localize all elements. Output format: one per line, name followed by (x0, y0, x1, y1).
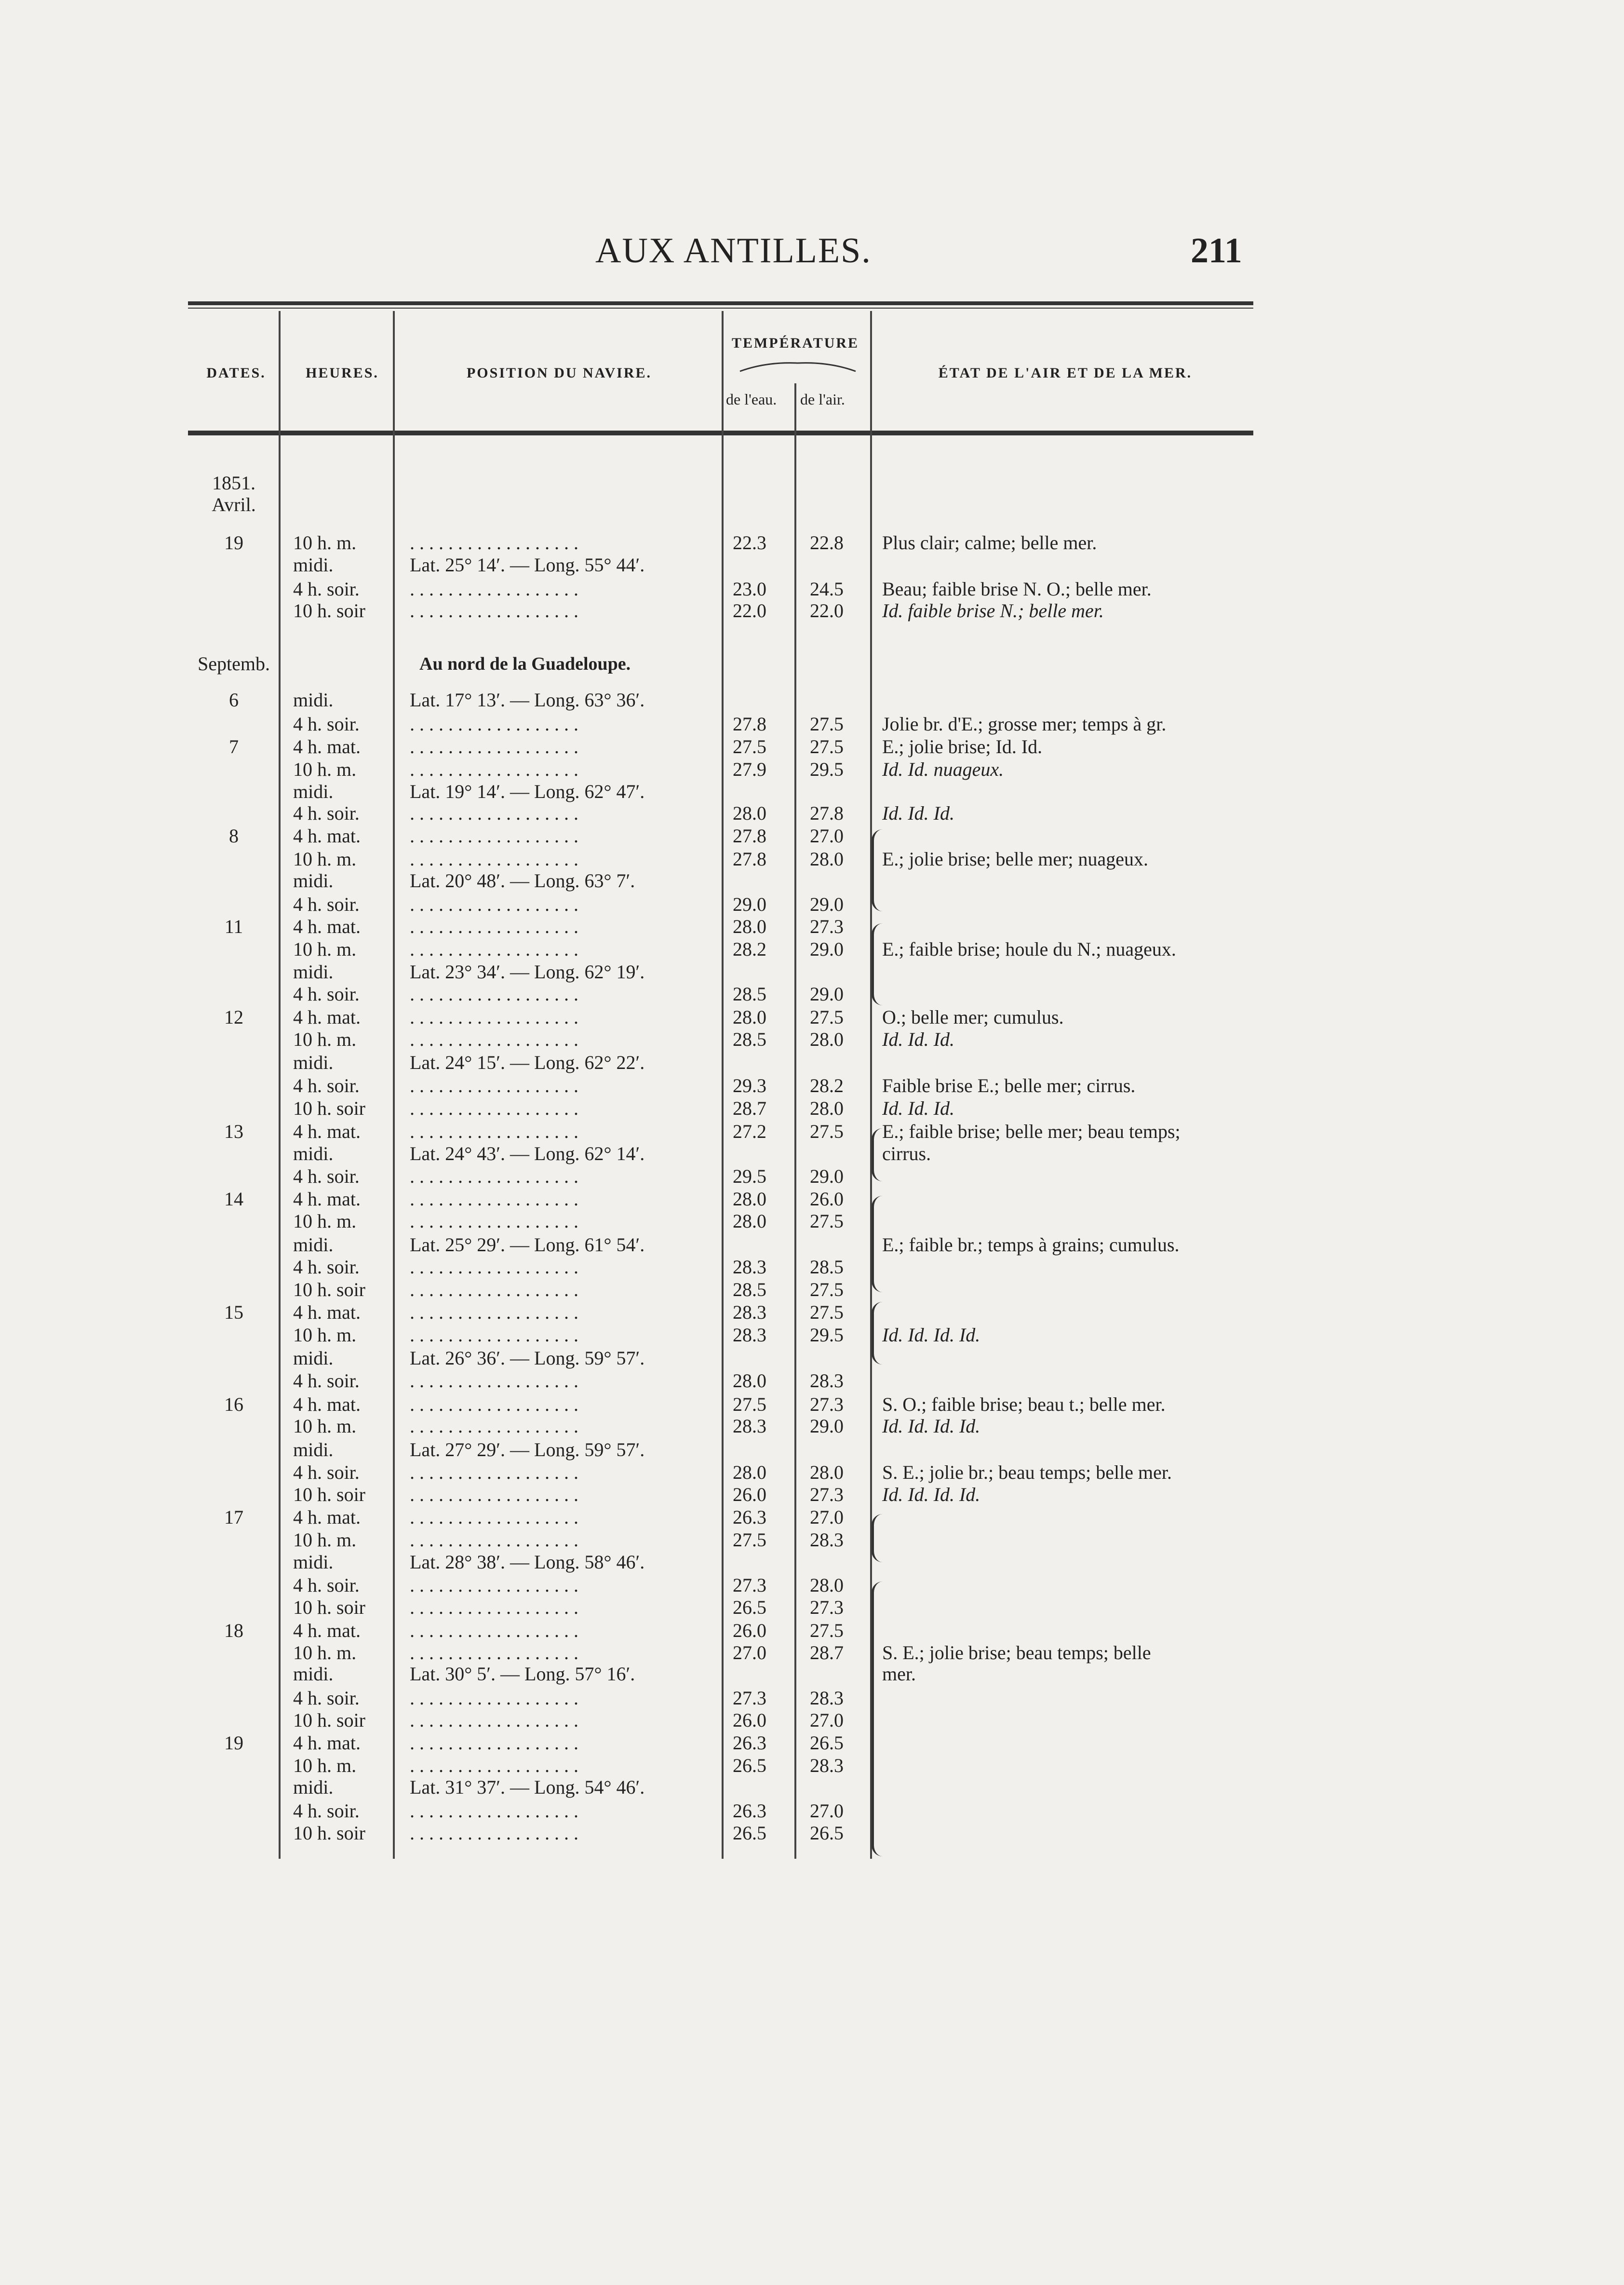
row-10-position: . . . . . . . . . . . . . . . . . . (410, 736, 578, 757)
row-45-heure: 10 h. m. (293, 1529, 357, 1551)
row-45-air: 28.3 (810, 1529, 844, 1551)
row-7-date: Septemb. (198, 653, 270, 675)
row-50-etat: S. E.; jolie brise; beau temps; belle (882, 1642, 1151, 1663)
row-15-air: 28.0 (810, 848, 844, 870)
top-rule (188, 301, 1253, 305)
row-8-heure: midi. (293, 689, 334, 711)
remark-bracket (872, 1582, 883, 1856)
row-17-air: 29.0 (810, 893, 844, 915)
row-25-heure: 4 h. soir. (293, 1075, 360, 1096)
row-39-position: . . . . . . . . . . . . . . . . . . (410, 1393, 578, 1415)
row-13-heure: 4 h. soir. (293, 802, 360, 824)
row-47-eau: 27.3 (733, 1574, 766, 1596)
row-8-date: 6 (229, 689, 239, 711)
row-38-eau: 28.0 (733, 1370, 766, 1392)
row-39-eau: 27.5 (733, 1393, 766, 1415)
row-5-etat: Beau; faible brise N. O.; belle mer. (882, 578, 1152, 600)
row-4-heure: midi. (293, 554, 334, 576)
row-49-position: . . . . . . . . . . . . . . . . . . (410, 1620, 578, 1641)
row-13-eau: 28.0 (733, 802, 766, 824)
row-53-heure: 10 h. soir (293, 1709, 365, 1731)
row-43-etat: Id. Id. Id. Id. (882, 1484, 980, 1505)
header-rule (188, 431, 1253, 435)
remark-bracket (872, 1302, 883, 1365)
row-27-etat: E.; faible brise; belle mer; beau temps; (882, 1121, 1181, 1142)
row-35-eau: 28.3 (733, 1301, 766, 1323)
row-19-eau: 28.2 (733, 938, 766, 960)
row-57-heure: 4 h. soir. (293, 1800, 360, 1822)
row-6-etat: Id. faible brise N.; belle mer. (882, 600, 1104, 622)
row-44-eau: 26.3 (733, 1506, 766, 1528)
row-23-heure: 10 h. m. (293, 1028, 357, 1050)
row-32-heure: midi. (293, 1234, 334, 1256)
row-6-eau: 22.0 (733, 600, 766, 622)
row-4-position: Lat. 25° 14′. — Long. 55° 44′. (410, 554, 645, 576)
row-14-date: 8 (229, 825, 239, 847)
row-51-position: Lat. 30° 5′. — Long. 57° 16′. (410, 1663, 635, 1685)
row-40-air: 29.0 (810, 1415, 844, 1437)
row-50-heure: 10 h. m. (293, 1642, 357, 1663)
row-39-air: 27.3 (810, 1393, 844, 1415)
row-57-air: 27.0 (810, 1800, 844, 1822)
row-23-position: . . . . . . . . . . . . . . . . . . (410, 1028, 578, 1050)
row-18-heure: 4 h. mat. (293, 916, 361, 937)
top-rule-thin (188, 308, 1253, 309)
row-18-air: 27.3 (810, 916, 844, 937)
row-35-position: . . . . . . . . . . . . . . . . . . (410, 1301, 578, 1323)
col-header-air: de l'air. (800, 391, 845, 408)
row-21-air: 29.0 (810, 983, 844, 1005)
row-36-heure: 10 h. m. (293, 1324, 357, 1346)
row-52-air: 28.3 (810, 1687, 844, 1709)
row-12-heure: midi. (293, 781, 334, 802)
row-1-date: 1851. (212, 472, 255, 494)
row-26-etat: Id. Id. Id. (882, 1097, 954, 1119)
row-6-heure: 10 h. soir (293, 600, 365, 622)
row-50-air: 28.7 (810, 1642, 844, 1663)
row-5-eau: 23.0 (733, 578, 766, 600)
row-53-air: 27.0 (810, 1709, 844, 1731)
row-22-etat: O.; belle mer; cumulus. (882, 1006, 1064, 1028)
row-20-position: Lat. 23° 34′. — Long. 62° 19′. (410, 961, 645, 983)
row-15-position: . . . . . . . . . . . . . . . . . . (410, 848, 578, 870)
row-43-eau: 26.0 (733, 1484, 766, 1505)
col-header-heures: HEURES. (306, 365, 379, 381)
row-54-heure: 4 h. mat. (293, 1732, 361, 1754)
row-36-air: 29.5 (810, 1324, 844, 1346)
row-18-date: 11 (224, 916, 243, 937)
row-22-heure: 4 h. mat. (293, 1006, 361, 1028)
row-56-position: Lat. 31° 37′. — Long. 54° 46′. (410, 1776, 645, 1798)
row-10-date: 7 (229, 736, 239, 757)
row-29-eau: 29.5 (733, 1165, 766, 1187)
remark-bracket (872, 1128, 883, 1181)
col-header-eau: de l'eau. (726, 391, 777, 408)
row-35-air: 27.5 (810, 1301, 844, 1323)
row-45-eau: 27.5 (733, 1529, 766, 1551)
row-3-heure: 10 h. m. (293, 532, 357, 554)
row-22-eau: 28.0 (733, 1006, 766, 1028)
row-54-date: 19 (224, 1732, 243, 1754)
row-41-position: Lat. 27° 29′. — Long. 59° 57′. (410, 1439, 645, 1460)
row-58-eau: 26.5 (733, 1822, 766, 1844)
row-47-air: 28.0 (810, 1574, 844, 1596)
row-9-eau: 27.8 (733, 713, 766, 735)
row-3-etat: Plus clair; calme; belle mer. (882, 532, 1097, 554)
row-51-heure: midi. (293, 1663, 334, 1685)
row-44-heure: 4 h. mat. (293, 1506, 361, 1528)
row-5-air: 24.5 (810, 578, 844, 600)
row-55-heure: 10 h. m. (293, 1755, 357, 1776)
row-3-eau: 22.3 (733, 532, 766, 554)
row-30-position: . . . . . . . . . . . . . . . . . . (410, 1188, 578, 1210)
row-42-heure: 4 h. soir. (293, 1461, 360, 1483)
row-49-air: 27.5 (810, 1620, 844, 1641)
row-42-eau: 28.0 (733, 1461, 766, 1483)
row-55-position: . . . . . . . . . . . . . . . . . . (410, 1755, 578, 1776)
row-36-position: . . . . . . . . . . . . . . . . . . (410, 1324, 578, 1346)
col-header-temperature: TEMPÉRATURE (731, 335, 859, 351)
row-38-position: . . . . . . . . . . . . . . . . . . (410, 1370, 578, 1392)
row-15-etat: E.; jolie brise; belle mer; nuageux. (882, 848, 1149, 870)
row-27-air: 27.5 (810, 1121, 844, 1142)
col-header-position: POSITION DU NAVIRE. (466, 365, 652, 381)
remark-bracket (872, 1514, 883, 1562)
row-48-air: 27.3 (810, 1596, 844, 1618)
row-25-position: . . . . . . . . . . . . . . . . . . (410, 1075, 578, 1096)
col-header-etat: ÉTAT DE L'AIR ET DE LA MER. (938, 365, 1193, 381)
row-31-air: 27.5 (810, 1210, 844, 1232)
row-58-air: 26.5 (810, 1822, 844, 1844)
row-40-eau: 28.3 (733, 1415, 766, 1437)
row-26-position: . . . . . . . . . . . . . . . . . . (410, 1097, 578, 1119)
remark-bracket (872, 829, 883, 911)
row-15-heure: 10 h. m. (293, 848, 357, 870)
row-33-air: 28.5 (810, 1256, 844, 1278)
row-58-position: . . . . . . . . . . . . . . . . . . (410, 1822, 578, 1844)
row-8-position: Lat. 17° 13′. — Long. 63° 36′. (410, 689, 645, 711)
row-41-heure: midi. (293, 1439, 334, 1460)
row-31-position: . . . . . . . . . . . . . . . . . . (410, 1210, 578, 1232)
row-47-position: . . . . . . . . . . . . . . . . . . (410, 1574, 578, 1596)
row-9-etat: Jolie br. d'E.; grosse mer; temps à gr. (882, 713, 1167, 735)
row-34-eau: 28.5 (733, 1279, 766, 1300)
row-19-air: 29.0 (810, 938, 844, 960)
row-18-eau: 28.0 (733, 916, 766, 937)
row-43-position: . . . . . . . . . . . . . . . . . . (410, 1484, 578, 1505)
temperature-brace (738, 359, 858, 374)
row-48-position: . . . . . . . . . . . . . . . . . . (410, 1596, 578, 1618)
row-39-heure: 4 h. mat. (293, 1393, 361, 1415)
row-45-position: . . . . . . . . . . . . . . . . . . (410, 1529, 578, 1551)
row-6-air: 22.0 (810, 600, 844, 622)
row-29-air: 29.0 (810, 1165, 844, 1187)
row-23-air: 28.0 (810, 1028, 844, 1050)
row-13-position: . . . . . . . . . . . . . . . . . . (410, 802, 578, 824)
row-17-heure: 4 h. soir. (293, 893, 360, 915)
row-2-date: Avril. (212, 494, 256, 515)
row-44-air: 27.0 (810, 1506, 844, 1528)
row-17-eau: 29.0 (733, 893, 766, 915)
row-5-heure: 4 h. soir. (293, 578, 360, 600)
row-30-air: 26.0 (810, 1188, 844, 1210)
row-22-air: 27.5 (810, 1006, 844, 1028)
row-46-position: Lat. 28° 38′. — Long. 58° 46′. (410, 1551, 645, 1573)
row-7-position: Au nord de la Guadeloupe. (419, 654, 631, 674)
row-33-eau: 28.3 (733, 1256, 766, 1278)
row-52-heure: 4 h. soir. (293, 1687, 360, 1709)
row-31-eau: 28.0 (733, 1210, 766, 1232)
row-55-eau: 26.5 (733, 1755, 766, 1776)
row-27-date: 13 (224, 1121, 243, 1142)
row-37-heure: midi. (293, 1347, 334, 1369)
remark-bracket (872, 923, 883, 1005)
row-32-etat: E.; faible br.; temps à grains; cumulus. (882, 1234, 1180, 1256)
row-56-heure: midi. (293, 1776, 334, 1798)
running-header: AUX ANTILLES. (595, 231, 872, 270)
row-49-heure: 4 h. mat. (293, 1620, 361, 1641)
row-25-eau: 29.3 (733, 1075, 766, 1096)
row-44-date: 17 (224, 1506, 243, 1528)
row-19-heure: 10 h. m. (293, 938, 357, 960)
row-26-air: 28.0 (810, 1097, 844, 1119)
row-17-position: . . . . . . . . . . . . . . . . . . (410, 893, 578, 915)
remark-bracket (872, 1196, 883, 1292)
row-50-position: . . . . . . . . . . . . . . . . . . (410, 1642, 578, 1663)
row-14-heure: 4 h. mat. (293, 825, 361, 847)
row-23-eau: 28.5 (733, 1028, 766, 1050)
row-29-heure: 4 h. soir. (293, 1165, 360, 1187)
row-27-heure: 4 h. mat. (293, 1121, 361, 1142)
row-50-eau: 27.0 (733, 1642, 766, 1663)
row-19-position: . . . . . . . . . . . . . . . . . . (410, 938, 578, 960)
row-52-position: . . . . . . . . . . . . . . . . . . (410, 1687, 578, 1709)
row-11-air: 29.5 (810, 758, 844, 780)
row-30-heure: 4 h. mat. (293, 1188, 361, 1210)
row-11-position: . . . . . . . . . . . . . . . . . . (410, 758, 578, 780)
row-54-eau: 26.3 (733, 1732, 766, 1754)
row-30-eau: 28.0 (733, 1188, 766, 1210)
row-37-position: Lat. 26° 36′. — Long. 59° 57′. (410, 1347, 645, 1369)
row-11-heure: 10 h. m. (293, 758, 357, 780)
row-29-position: . . . . . . . . . . . . . . . . . . (410, 1165, 578, 1187)
row-46-heure: midi. (293, 1551, 334, 1573)
row-12-position: Lat. 19° 14′. — Long. 62° 47′. (410, 781, 645, 802)
row-27-eau: 27.2 (733, 1121, 766, 1142)
row-13-etat: Id. Id. Id. (882, 802, 954, 824)
row-28-heure: midi. (293, 1143, 334, 1164)
row-43-heure: 10 h. soir (293, 1484, 365, 1505)
row-30-date: 14 (224, 1188, 243, 1210)
col-header-dates: DATES. (206, 365, 266, 381)
row-3-air: 22.8 (810, 532, 844, 554)
row-54-position: . . . . . . . . . . . . . . . . . . (410, 1732, 578, 1754)
row-42-position: . . . . . . . . . . . . . . . . . . (410, 1461, 578, 1483)
row-11-eau: 27.9 (733, 758, 766, 780)
row-16-position: Lat. 20° 48′. — Long. 63° 7′. (410, 870, 635, 892)
row-14-position: . . . . . . . . . . . . . . . . . . (410, 825, 578, 847)
row-38-heure: 4 h. soir. (293, 1370, 360, 1392)
row-24-heure: midi. (293, 1052, 334, 1073)
row-34-heure: 10 h. soir (293, 1279, 365, 1300)
row-54-air: 26.5 (810, 1732, 844, 1754)
row-5-position: . . . . . . . . . . . . . . . . . . (410, 578, 578, 600)
row-18-position: . . . . . . . . . . . . . . . . . . (410, 916, 578, 937)
row-57-eau: 26.3 (733, 1800, 766, 1822)
row-10-heure: 4 h. mat. (293, 736, 361, 757)
row-11-etat: Id. Id. nuageux. (882, 758, 1004, 780)
col-rule-4 (794, 383, 796, 1859)
row-19-etat: E.; faible brise; houle du N.; nuageux. (882, 938, 1176, 960)
row-9-heure: 4 h. soir. (293, 713, 360, 735)
row-35-heure: 4 h. mat. (293, 1301, 361, 1323)
row-35-date: 15 (224, 1301, 243, 1323)
row-24-position: Lat. 24° 15′. — Long. 62° 22′. (410, 1052, 645, 1073)
row-23-etat: Id. Id. Id. (882, 1028, 954, 1050)
page-number: 211 (1191, 231, 1242, 270)
row-10-etat: E.; jolie brise; Id. Id. (882, 736, 1043, 757)
row-10-eau: 27.5 (733, 736, 766, 757)
row-52-eau: 27.3 (733, 1687, 766, 1709)
row-49-eau: 26.0 (733, 1620, 766, 1641)
col-rule-3 (722, 311, 724, 1859)
row-22-position: . . . . . . . . . . . . . . . . . . (410, 1006, 578, 1028)
row-40-heure: 10 h. m. (293, 1415, 357, 1437)
row-47-heure: 4 h. soir. (293, 1574, 360, 1596)
row-26-eau: 28.7 (733, 1097, 766, 1119)
row-53-position: . . . . . . . . . . . . . . . . . . (410, 1709, 578, 1731)
row-33-heure: 4 h. soir. (293, 1256, 360, 1278)
row-34-air: 27.5 (810, 1279, 844, 1300)
row-21-heure: 4 h. soir. (293, 983, 360, 1005)
row-20-heure: midi. (293, 961, 334, 983)
row-10-air: 27.5 (810, 736, 844, 757)
row-58-heure: 10 h. soir (293, 1822, 365, 1844)
row-9-air: 27.5 (810, 713, 844, 735)
row-40-position: . . . . . . . . . . . . . . . . . . (410, 1415, 578, 1437)
row-43-air: 27.3 (810, 1484, 844, 1505)
row-6-position: . . . . . . . . . . . . . . . . . . (410, 600, 578, 622)
row-36-etat: Id. Id. Id. Id. (882, 1324, 980, 1346)
row-16-heure: midi. (293, 870, 334, 892)
row-48-heure: 10 h. soir (293, 1596, 365, 1618)
row-31-heure: 10 h. m. (293, 1210, 357, 1232)
row-27-position: . . . . . . . . . . . . . . . . . . (410, 1121, 578, 1142)
row-34-position: . . . . . . . . . . . . . . . . . . (410, 1279, 578, 1300)
row-26-heure: 10 h. soir (293, 1097, 365, 1119)
row-55-air: 28.3 (810, 1755, 844, 1776)
row-13-air: 27.8 (810, 802, 844, 824)
row-57-position: . . . . . . . . . . . . . . . . . . (410, 1800, 578, 1822)
row-25-etat: Faible brise E.; belle mer; cirrus. (882, 1075, 1136, 1096)
row-25-air: 28.2 (810, 1075, 844, 1096)
row-53-eau: 26.0 (733, 1709, 766, 1731)
row-28-position: Lat. 24° 43′. — Long. 62° 14′. (410, 1143, 645, 1164)
row-3-date: 19 (224, 532, 243, 554)
row-38-air: 28.3 (810, 1370, 844, 1392)
row-32-position: Lat. 25° 29′. — Long. 61° 54′. (410, 1234, 645, 1256)
row-14-eau: 27.8 (733, 825, 766, 847)
row-3-position: . . . . . . . . . . . . . . . . . . (410, 532, 578, 554)
row-33-position: . . . . . . . . . . . . . . . . . . (410, 1256, 578, 1278)
row-22-date: 12 (224, 1006, 243, 1028)
row-44-position: . . . . . . . . . . . . . . . . . . (410, 1506, 578, 1528)
row-9-position: . . . . . . . . . . . . . . . . . . (410, 713, 578, 735)
row-14-air: 27.0 (810, 825, 844, 847)
row-21-position: . . . . . . . . . . . . . . . . . . (410, 983, 578, 1005)
row-42-air: 28.0 (810, 1461, 844, 1483)
row-28-etat: cirrus. (882, 1143, 931, 1164)
row-42-etat: S. E.; jolie br.; beau temps; belle mer. (882, 1461, 1172, 1483)
row-15-eau: 27.8 (733, 848, 766, 870)
row-21-eau: 28.5 (733, 983, 766, 1005)
row-36-eau: 28.3 (733, 1324, 766, 1346)
row-51-etat: mer. (882, 1663, 916, 1685)
col-rule-2 (393, 311, 395, 1859)
row-40-etat: Id. Id. Id. Id. (882, 1415, 980, 1437)
row-49-date: 18 (224, 1620, 243, 1641)
row-48-eau: 26.5 (733, 1596, 766, 1618)
row-39-date: 16 (224, 1393, 243, 1415)
row-39-etat: S. O.; faible brise; beau t.; belle mer. (882, 1393, 1166, 1415)
